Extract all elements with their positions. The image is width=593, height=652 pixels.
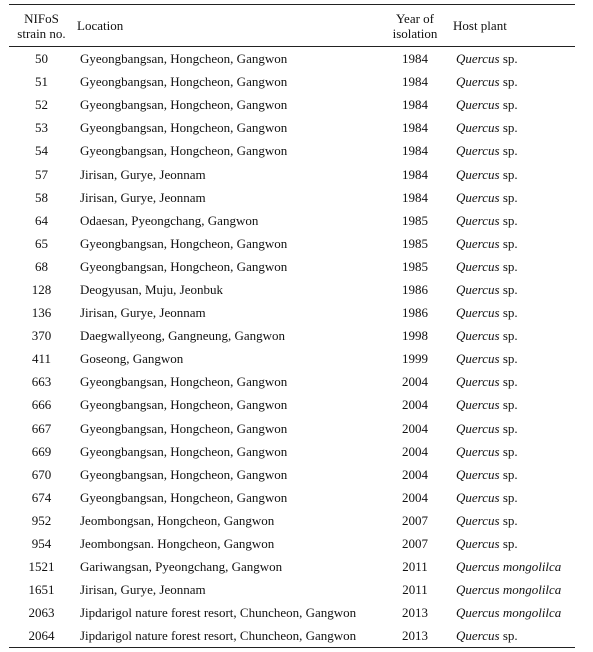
host-genus: Quercus bbox=[456, 351, 500, 367]
host-rest: sp. bbox=[499, 281, 518, 297]
cell-strain: 50 bbox=[35, 51, 48, 67]
table-row bbox=[9, 601, 575, 624]
cell-location: Gyeongbangsan, Hongcheon, Gangwon bbox=[80, 466, 288, 482]
cell-location: Jirisan, Gurye, Jeonnam bbox=[80, 166, 206, 182]
cell-year: 2004 bbox=[402, 420, 428, 436]
cell-location: Jirisan, Gurye, Jeonnam bbox=[80, 582, 206, 598]
cell-location: Gariwangsan, Pyeongchang, Gangwon bbox=[80, 559, 283, 575]
cell-year: 1985 bbox=[402, 212, 428, 228]
cell-year: 2004 bbox=[402, 374, 428, 390]
cell-year: 1986 bbox=[402, 281, 428, 297]
table-row bbox=[9, 532, 575, 555]
cell-host-plant bbox=[450, 347, 575, 370]
host-rest: sp. bbox=[499, 397, 518, 413]
cell-strain: 54 bbox=[35, 143, 48, 159]
cell-location: Gyeongbangsan, Hongcheon, Gangwon bbox=[80, 397, 288, 413]
cell-year: 1985 bbox=[402, 235, 428, 251]
cell-location: Gyeongbangsan, Hongcheon, Gangwon bbox=[80, 443, 288, 459]
cell-year: 1985 bbox=[402, 258, 428, 274]
table-row bbox=[9, 162, 575, 185]
table-row bbox=[9, 209, 575, 232]
cell-host-plant bbox=[450, 70, 575, 93]
table-header bbox=[9, 5, 575, 47]
table-row bbox=[9, 232, 575, 255]
cell-strain: 2063 bbox=[28, 605, 55, 621]
cell-host-plant bbox=[450, 278, 575, 301]
table-row bbox=[9, 324, 575, 347]
host-genus: Quercus bbox=[456, 374, 500, 390]
table-row bbox=[9, 417, 575, 440]
cell-year: 2004 bbox=[402, 397, 428, 413]
cell-location: Gyeongbangsan, Hongcheon, Gangwon bbox=[80, 235, 288, 251]
cell-strain: 666 bbox=[31, 397, 52, 413]
cell-year: 1984 bbox=[402, 189, 428, 205]
header-row bbox=[9, 5, 575, 47]
cell-host-plant bbox=[450, 116, 575, 139]
cell-strain: 58 bbox=[35, 189, 48, 205]
cell-strain: 136 bbox=[31, 305, 52, 321]
table-row bbox=[9, 116, 575, 139]
host-rest: sp. bbox=[499, 512, 518, 528]
table-row bbox=[9, 440, 575, 463]
cell-location: Gyeongbangsan, Hongcheon, Gangwon bbox=[80, 258, 288, 274]
host-genus: Quercus bbox=[456, 281, 500, 297]
host-genus: Quercus bbox=[456, 489, 500, 505]
cell-year: 1984 bbox=[402, 166, 428, 182]
cell-year: 2007 bbox=[402, 512, 428, 528]
cell-location: Jipdarigol nature forest resort, Chuncheon, Gangwon bbox=[80, 605, 357, 621]
cell-year: 1984 bbox=[402, 51, 428, 67]
cell-strain: 128 bbox=[31, 281, 52, 297]
host-rest: sp. bbox=[499, 374, 518, 390]
host-rest: sp. bbox=[499, 328, 518, 344]
cell-host-plant bbox=[450, 255, 575, 278]
table-row bbox=[9, 70, 575, 93]
host-genus: Quercus bbox=[456, 166, 500, 182]
cell-location: Gyeongbangsan, Hongcheon, Gangwon bbox=[80, 420, 288, 436]
cell-host-plant bbox=[450, 186, 575, 209]
strain-table bbox=[9, 4, 575, 648]
table-row bbox=[9, 463, 575, 486]
host-rest: sp. bbox=[499, 351, 518, 367]
host-genus: Quercus bbox=[456, 120, 500, 136]
table-row bbox=[9, 486, 575, 509]
host-genus: Quercus bbox=[456, 628, 500, 644]
cell-year: 1984 bbox=[402, 120, 428, 136]
cell-year: 1999 bbox=[402, 351, 428, 367]
cell-strain: 670 bbox=[31, 466, 52, 482]
cell-host-plant bbox=[450, 301, 575, 324]
cell-host-plant bbox=[450, 486, 575, 509]
table-row bbox=[9, 370, 575, 393]
cell-location: Daegwallyeong, Gangneung, Gangwon bbox=[80, 328, 286, 344]
table-row bbox=[9, 301, 575, 324]
cell-host-plant bbox=[450, 324, 575, 347]
host-rest: sp. bbox=[499, 143, 518, 159]
host-rest: sp. bbox=[499, 443, 518, 459]
cell-host-plant bbox=[450, 601, 575, 624]
host-genus: Quercus mongolilca bbox=[456, 559, 562, 575]
table-row bbox=[9, 47, 575, 71]
cell-strain: 51 bbox=[35, 74, 48, 90]
cell-year: 1984 bbox=[402, 143, 428, 159]
cell-location: Goseong, Gangwon bbox=[80, 351, 184, 367]
header-strain bbox=[9, 5, 74, 47]
host-rest: sp. bbox=[499, 420, 518, 436]
cell-host-plant bbox=[450, 532, 575, 555]
cell-location: Gyeongbangsan, Hongcheon, Gangwon bbox=[80, 97, 288, 113]
table-row bbox=[9, 139, 575, 162]
host-genus: Quercus bbox=[456, 143, 500, 159]
cell-year: 2004 bbox=[402, 466, 428, 482]
table-row bbox=[9, 578, 575, 601]
cell-host-plant bbox=[450, 555, 575, 578]
host-rest: sp. bbox=[499, 212, 518, 228]
cell-year: 2013 bbox=[380, 624, 450, 648]
host-genus: Quercus bbox=[456, 536, 500, 552]
cell-host-plant bbox=[450, 162, 575, 185]
header-location: Location bbox=[74, 5, 380, 47]
cell-year: 1998 bbox=[402, 328, 428, 344]
header-year-line1: Year of bbox=[395, 10, 435, 26]
cell-strain: 954 bbox=[31, 536, 52, 552]
host-genus: Quercus bbox=[456, 235, 500, 251]
cell-location: Gyeongbangsan, Hongcheon, Gangwon bbox=[80, 143, 288, 159]
host-rest: sp. bbox=[499, 120, 518, 136]
cell-location: Jeombongsan, Hongcheon, Gangwon bbox=[80, 512, 275, 528]
host-genus: Quercus mongolilca bbox=[456, 605, 562, 621]
cell-strain: 68 bbox=[35, 258, 48, 274]
cell-strain: 663 bbox=[31, 374, 52, 390]
cell-strain: 64 bbox=[35, 212, 48, 228]
host-genus: Quercus bbox=[456, 466, 500, 482]
cell-host-plant bbox=[450, 417, 575, 440]
table-row bbox=[9, 555, 575, 578]
cell-strain: 52 bbox=[35, 97, 48, 113]
cell-year: 2004 bbox=[402, 443, 428, 459]
cell-year: 1984 bbox=[402, 74, 428, 90]
host-rest: sp. bbox=[499, 51, 518, 67]
host-rest: sp. bbox=[499, 189, 518, 205]
cell-strain: 411 bbox=[31, 351, 52, 367]
cell-host-plant bbox=[450, 463, 575, 486]
cell-year: 2011 bbox=[402, 582, 428, 598]
host-rest: sp. bbox=[499, 628, 518, 644]
header-year-line2: isolation bbox=[392, 25, 438, 41]
cell-strain: 952 bbox=[31, 512, 52, 528]
cell-location: Gyeongbangsan, Hongcheon, Gangwon bbox=[80, 74, 288, 90]
cell-location: Jipdarigol nature forest resort, Chuncheon, Gangwon bbox=[74, 624, 380, 648]
cell-host-plant bbox=[450, 209, 575, 232]
host-rest: sp. bbox=[499, 258, 518, 274]
host-genus: Quercus bbox=[456, 212, 500, 228]
cell-host-plant bbox=[450, 440, 575, 463]
cell-strain: 674 bbox=[31, 489, 52, 505]
cell-strain: 1521 bbox=[28, 559, 55, 575]
cell-host-plant bbox=[450, 393, 575, 416]
cell-year: 2004 bbox=[402, 489, 428, 505]
cell-year: 2013 bbox=[402, 605, 428, 621]
cell-host-plant bbox=[450, 47, 575, 71]
host-genus: Quercus bbox=[456, 420, 500, 436]
host-genus: Quercus bbox=[456, 51, 500, 67]
cell-location: Gyeongbangsan, Hongcheon, Gangwon bbox=[80, 489, 288, 505]
table-row bbox=[9, 509, 575, 532]
host-rest: sp. bbox=[499, 235, 518, 251]
cell-host-plant bbox=[450, 370, 575, 393]
strain-table-container bbox=[9, 4, 575, 648]
cell-strain: 1651 bbox=[28, 582, 55, 598]
cell-location: Jirisan, Gurye, Jeonnam bbox=[80, 305, 206, 321]
host-genus: Quercus bbox=[456, 97, 500, 113]
cell-location: Deogyusan, Muju, Jeonbuk bbox=[80, 281, 223, 297]
cell-location: Jirisan, Gurye, Jeonnam bbox=[80, 189, 206, 205]
cell-host-plant bbox=[450, 139, 575, 162]
cell-host-plant bbox=[450, 578, 575, 601]
table-row bbox=[9, 347, 575, 370]
host-rest: sp. bbox=[499, 305, 518, 321]
host-rest: sp. bbox=[499, 166, 518, 182]
cell-strain: 2064 bbox=[9, 624, 74, 648]
host-rest: sp. bbox=[499, 74, 518, 90]
cell-host-plant bbox=[450, 509, 575, 532]
host-genus: Quercus bbox=[456, 189, 500, 205]
cell-host-plant bbox=[450, 624, 575, 648]
host-genus: Quercus bbox=[456, 512, 500, 528]
table-row bbox=[9, 278, 575, 301]
cell-year: 2007 bbox=[402, 536, 428, 552]
cell-strain: 57 bbox=[35, 166, 48, 182]
cell-strain: 667 bbox=[31, 420, 52, 436]
host-rest: sp. bbox=[499, 536, 518, 552]
cell-location: Jeombongsan. Hongcheon, Gangwon bbox=[80, 536, 275, 552]
host-genus: Quercus bbox=[456, 258, 500, 274]
cell-year: 1986 bbox=[402, 305, 428, 321]
host-genus: Quercus mongolilca bbox=[456, 582, 562, 598]
host-rest: sp. bbox=[499, 489, 518, 505]
cell-location: Gyeongbangsan, Hongcheon, Gangwon bbox=[80, 120, 288, 136]
table-row bbox=[9, 93, 575, 116]
cell-strain: 669 bbox=[31, 443, 52, 459]
header-host-plant: Host plant bbox=[450, 5, 575, 47]
cell-year: 2011 bbox=[402, 559, 428, 575]
cell-strain: 370 bbox=[31, 328, 52, 344]
host-genus: Quercus bbox=[456, 305, 500, 321]
host-rest: sp. bbox=[499, 97, 518, 113]
cell-location: Gyeongbangsan, Hongcheon, Gangwon bbox=[80, 374, 288, 390]
header-strain-line2: strain no. bbox=[17, 25, 66, 41]
host-genus: Quercus bbox=[456, 74, 500, 90]
host-genus: Quercus bbox=[456, 443, 500, 459]
cell-location: Gyeongbangsan, Hongcheon, Gangwon bbox=[80, 51, 288, 67]
cell-year: 1984 bbox=[402, 97, 428, 113]
host-rest: sp. bbox=[499, 466, 518, 482]
table-row bbox=[9, 255, 575, 278]
host-genus: Quercus bbox=[456, 397, 500, 413]
table-row bbox=[9, 186, 575, 209]
cell-host-plant bbox=[450, 232, 575, 255]
header-strain-line1: NIFoS bbox=[24, 10, 59, 26]
cell-location: Odaesan, Pyeongchang, Gangwon bbox=[80, 212, 259, 228]
cell-host-plant bbox=[450, 93, 575, 116]
header-year bbox=[380, 5, 450, 47]
table-row bbox=[9, 624, 575, 648]
table-body bbox=[9, 47, 575, 648]
host-genus: Quercus bbox=[456, 328, 500, 344]
table-row bbox=[9, 393, 575, 416]
cell-strain: 53 bbox=[35, 120, 48, 136]
cell-strain: 65 bbox=[35, 235, 48, 251]
